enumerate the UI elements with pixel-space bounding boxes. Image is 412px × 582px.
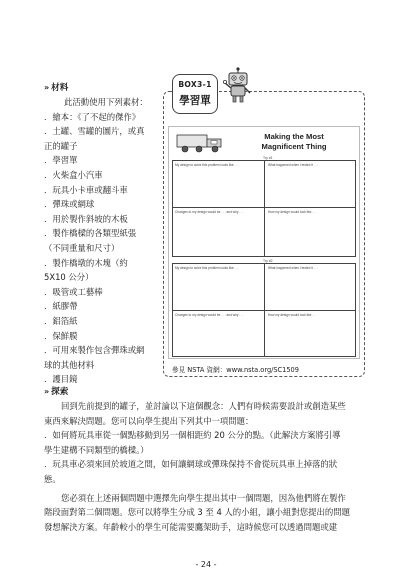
materials-line: ．土罐、雪罐的圖片，或真	[44, 126, 145, 137]
paragraph-line: 學生建構不同類型的橋樑。）	[44, 444, 149, 455]
explore-body	[44, 399, 374, 534]
grid-divider	[173, 207, 355, 208]
materials-line: ．繪本：《了不起的傑作》	[44, 111, 141, 122]
paragraph-line: 態。	[44, 473, 61, 484]
nsta-reference: 參見 NSTA 資網：www.nsta.org/SC1509	[172, 366, 299, 374]
page-number: - 24 -	[195, 560, 217, 569]
cell-label: Changes to my design would be . . . and why . . .	[175, 210, 244, 214]
worksheet-title: Making the Most Magnificent Thing	[261, 132, 327, 151]
materials-line: 此活動使用下列素材：	[64, 97, 148, 107]
grid-divider	[173, 310, 355, 311]
box-number: BOX3-1	[178, 80, 212, 89]
paragraph-line: 階段面對第二個問題。您可以將學生分成 3 至 4 人的小組，讓小組對您提出的問題	[44, 507, 351, 518]
worksheet-page	[168, 126, 360, 359]
section-marker-icon: »	[44, 83, 50, 92]
materials-heading: » 材料	[44, 83, 69, 93]
materials-line: ．彈珠或網球	[44, 199, 95, 210]
truck-illustration-icon	[175, 132, 227, 154]
grid-divider	[264, 161, 265, 256]
try-1-label: Try #1	[263, 156, 273, 160]
try-2-grid	[172, 263, 356, 357]
materials-line: 球的其他材料	[44, 359, 95, 370]
try-1-grid	[172, 160, 356, 257]
materials-line: 5X10 公分）	[44, 272, 94, 283]
explore-heading: » 探索	[44, 387, 69, 397]
cell-label: How my design would look like . . .	[268, 210, 317, 214]
materials-line: ．保鮮膜	[44, 330, 78, 341]
cell-label: My design to solve this problem looks like . . .	[175, 163, 239, 167]
paragraph-line: 您必須在上述兩個問題中選擇先向學生提出其中一個問題，因為他們將在製作	[61, 492, 346, 503]
materials-line: ．鋁箔紙	[44, 315, 78, 326]
box-label	[172, 74, 218, 114]
paragraph-line: 發想解決方案。年齡較小的學生可能需要鷹架助手，這時候您可以透過問題或建	[44, 521, 338, 532]
paragraph-line: 東西來解決問題。您可以向學生提出下列其中一項問題：	[44, 415, 254, 426]
materials-line: （不同重量和尺寸）	[44, 242, 120, 253]
materials-line: ．玩具小卡車或翻斗車	[44, 184, 128, 195]
section-marker-icon: »	[44, 387, 50, 396]
materials-line: ．製作橋墩的木塊（約	[44, 257, 128, 268]
robot-mascot-icon	[222, 66, 254, 104]
materials-line: ．護目鏡	[44, 374, 78, 385]
cell-label: My design to solve this problem looks like . . .	[175, 266, 239, 270]
try-2-label: Try #2	[263, 259, 273, 263]
paragraph-line: ．如何將玩具車從一個點移動到另一個相距約 20 公分的點。（此解決方案將引導	[44, 430, 341, 441]
materials-line: ．製作橋樑的各類型紙張	[44, 228, 137, 239]
materials-line: ．可用來製作包含彈珠或網	[44, 345, 145, 356]
cell-label: What happened when I tested it . . .	[268, 266, 319, 270]
cell-label: Changes to my design would be . . . and why . . .	[175, 313, 244, 317]
cell-label: What happened when I tested it . . .	[268, 163, 319, 167]
cell-label: How my design would look like . . .	[268, 313, 317, 317]
box-title: 學習單	[179, 95, 211, 107]
materials-line: ．用於製作斜坡的木板	[44, 213, 128, 224]
materials-line: ．紙膠帶	[44, 301, 78, 312]
materials-line: ．火柴盒小汽車	[44, 169, 103, 180]
materials-line: ．吸管或工藝棒	[44, 286, 103, 297]
materials-list	[44, 95, 156, 387]
materials-line: ．學習單	[44, 155, 78, 166]
paragraph-line: ．玩具車必須來回於坡道之間，如何讓網球或彈珠保持不會從玩具車上掉落的狀	[44, 459, 338, 470]
paragraph-line: 回到先前提到的罐子，並討論以下這個觀念：人們有時候需要設計或創造某些	[61, 401, 346, 411]
materials-line: 正的罐子	[44, 140, 78, 151]
